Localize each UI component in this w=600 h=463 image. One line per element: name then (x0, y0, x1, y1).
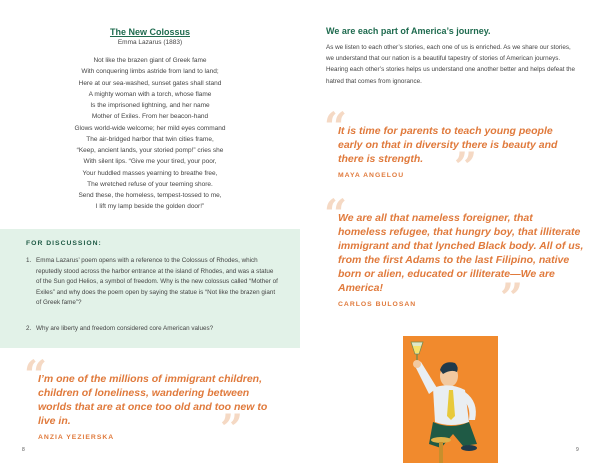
quote-bulosan (324, 191, 584, 322)
poem-line: Glows world-wide welcome; her mild eyes command (74, 124, 226, 132)
poem-title: The New Colossus (109, 27, 190, 37)
quote-yezierska (24, 352, 278, 453)
quote-attribution: ANZIA YEZIERSKA (38, 434, 115, 441)
question-number: 1. (26, 257, 32, 264)
question-text: Why are liberty and freedom considered core American values? (36, 325, 214, 332)
close-quote-icon: ” (454, 144, 478, 191)
poem-line: Mother of Exiles. From her beacon-hand (91, 113, 209, 121)
poem-line: I lift my lamp beside the golden door!” (95, 203, 205, 211)
poem-text (0, 55, 300, 213)
question-text: Emma Lazarus’ poem opens with a reference to the Colossus of Rhodes, which reputedly stood across the harbor entrance at the island of Rhodes, and was a statue of the Sun god Helios, a symbol of freedom. Why is the new colossus called “Mother of Exiles” and why does the poem open by saying the statue is “Not like the brazen giant of Greek fame”? (36, 257, 278, 306)
discussion-question (26, 324, 280, 335)
poem-line: Is the imprisoned lightning, and her name (90, 102, 210, 109)
discussion-box (0, 229, 300, 348)
section-body: As we listen to each other’s stories, each one of us is enriched. As we share our stories, we understand that our nation is a beautiful tapestry of stories of American journeys. Hearing each other’s stories helps us understand one another better and helps defeat the hatred that comes from ignorance. (326, 44, 576, 85)
quote-text: I’m one of the millions of immigrant children, children of loneliness, wandering between worlds that are at once too old and too new to live in. (38, 373, 268, 427)
man-with-glass-illustration (403, 336, 498, 463)
illustration-man-toasting (403, 336, 498, 463)
quote-text: It is time for parents to teach young people early on that in diversity there is beauty and there is strength. (338, 125, 558, 165)
close-quote-icon: ” (220, 406, 244, 453)
quote-attribution: MAYA ANGELOU (338, 172, 405, 179)
poem-line: The air-bridged harbor that twin cities frame, (86, 135, 214, 143)
discussion-question (26, 256, 280, 309)
open-quote-icon: “ (324, 191, 348, 238)
quote-attribution: CARLOS BULOSAN (338, 301, 417, 308)
poem-line: Send these, the homeless, tempest-tossed to me, (78, 192, 222, 199)
poem-line: Not like the brazen giant of Greek fame (93, 57, 207, 64)
poem-line: “Keep, ancient lands, your storied pomp!” cries she (76, 147, 224, 154)
question-number: 2. (26, 325, 32, 332)
poem-line: With conquering limbs astride from land to land; (81, 68, 219, 76)
poem-line: Your huddled masses yearning to breathe free, (82, 169, 218, 177)
poem-line: The wretched refuse of your teeming shore. (87, 180, 213, 188)
section-heading: We are each part of America’s journey. (326, 26, 491, 36)
open-quote-icon: “ (24, 352, 48, 399)
close-quote-icon: ” (500, 275, 524, 322)
discussion-title: FOR DISCUSSION: (26, 240, 102, 247)
poem-line: Here at our sea-washed, sunset gates shall stand (78, 79, 222, 87)
page-number: 9 (576, 447, 579, 453)
quote-text: We are all that nameless foreigner, that homeless refugee, that hungry boy, that illiterate immigrant and that lynched Black body. All of us, from the first Adams to the last Filipino, native born or alien, educated or illiterate—We are America! (338, 212, 584, 294)
poem-line: A mighty woman with a torch, whose flame (88, 90, 212, 98)
open-quote-icon: “ (324, 104, 348, 151)
quote-angelou (324, 104, 574, 191)
poem-author: Emma Lazarus (1883) (117, 39, 183, 46)
poem-line: With silent lips. “Give me your tired, your poor, (83, 158, 217, 166)
page-number: 8 (22, 447, 25, 453)
